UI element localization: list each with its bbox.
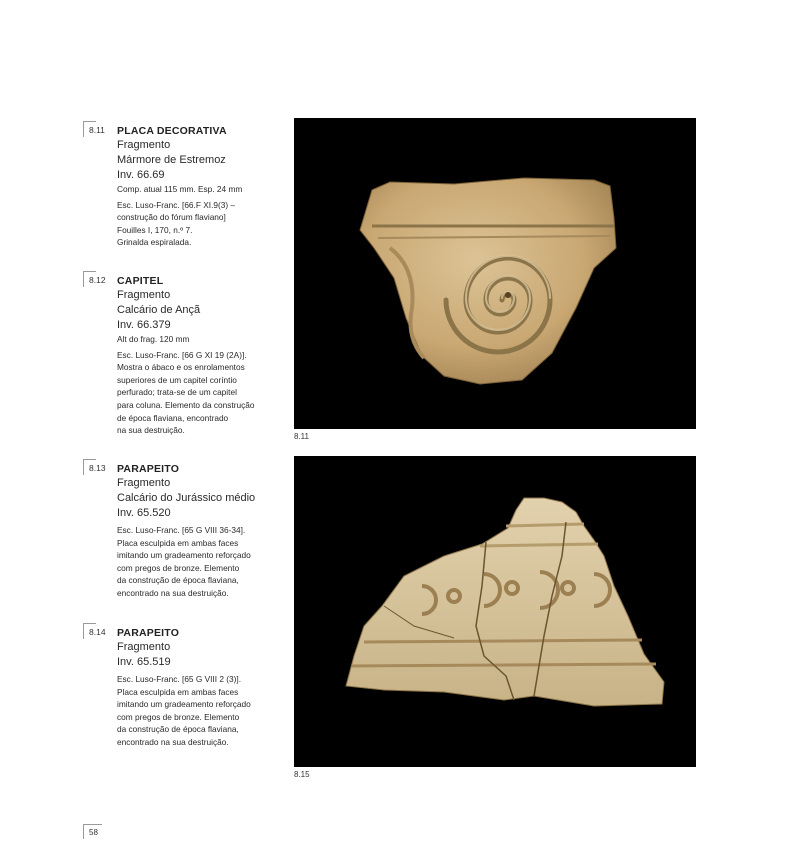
entry-detail: Placa esculpida em ambas faces [117, 686, 239, 697]
entry-8-13 [83, 459, 283, 600]
entry-number: 8.11 [89, 125, 105, 135]
entry-detail: Esc. Luso-Franc. [66 G XI 19 (2A)]. [117, 349, 247, 360]
entry-detail: encontrado na sua destruição. [117, 587, 229, 598]
photo-caption: 8.15 [294, 770, 310, 779]
entry-line: Inv. 65.519 [117, 656, 171, 668]
entry-line: Fragmento [117, 289, 171, 301]
entry-line: Inv. 66.379 [117, 319, 171, 331]
entry-title: PARAPEITO [117, 627, 180, 639]
entry-line: Inv. 66.69 [117, 169, 165, 181]
entry-number: 8.14 [89, 627, 106, 637]
entry-title: PLACA DECORATIVA [117, 125, 227, 137]
entry-detail: construção do fórum flaviano] [117, 212, 226, 223]
entry-number: 8.12 [89, 275, 106, 285]
entry-8-11 [83, 121, 283, 249]
entry-detail: imitando um gradeamento reforçado [117, 550, 251, 561]
capital-fragment-image [294, 118, 696, 429]
entry-detail: Placa esculpida em ambas faces [117, 537, 239, 548]
entry-line: Inv. 65.520 [117, 507, 171, 519]
entry-detail: Mostra o ábaco e os enrolamentos [117, 362, 245, 373]
entry-8-14 [83, 623, 283, 749]
entry-dimensions: Alt do frag. 120 mm [117, 334, 190, 344]
entry-number: 8.13 [89, 463, 106, 473]
entry-line: Mármore de Estremoz [117, 154, 226, 166]
photo-capital-fragment [294, 118, 696, 429]
entry-detail: da construção de época flaviana, [117, 575, 239, 586]
entry-detail: Esc. Luso-Franc. [65 G VIII 36-34]. [117, 525, 246, 535]
photo-caption: 8.11 [294, 432, 309, 441]
entry-title: PARAPEITO [117, 463, 180, 475]
entry-detail: Esc. Luso-Franc. [65 G VIII 2 (3)]. [117, 674, 242, 684]
page-number: 58 [89, 828, 98, 837]
parapet-fragment-image [294, 456, 696, 767]
entry-detail: encontrado na sua destruição. [117, 736, 229, 747]
entry-detail: da construção de época flaviana, [117, 724, 239, 735]
entry-detail: imitando um gradeamento reforçado [117, 699, 251, 710]
entry-8-12 [83, 271, 283, 437]
entry-detail: Grinalda espiralada. [117, 237, 192, 248]
entry-detail: Esc. Luso-Franc. [66.F XI.9(3) – [117, 199, 236, 210]
photo-parapet-fragment [294, 456, 696, 767]
entry-detail: com pregos de bronze. Elemento [117, 711, 240, 722]
entry-detail: para coluna. Elemento da construção [117, 399, 255, 410]
entry-line: Fragmento [117, 477, 171, 489]
entry-detail: perfurado; trata-se de um capitel [117, 387, 237, 398]
page-number-bracket [83, 824, 102, 839]
entry-detail: Fouilles I, 170, n.º 7. [117, 224, 193, 235]
entry-title: CAPITEL [117, 275, 164, 287]
entry-line: Calcário de Ançã [117, 304, 201, 316]
entry-dimensions: Comp. atual 115 mm. Esp. 24 mm [117, 184, 243, 194]
entry-line: Fragmento [117, 139, 171, 151]
entry-line: Calcário do Jurássico médio [117, 492, 256, 504]
entry-detail: de época flaviana, encontrado [117, 412, 229, 423]
entry-detail: superiores de um capitel coríntio [117, 374, 237, 385]
entry-detail: na sua destruição. [117, 425, 185, 436]
entry-detail: com pregos de bronze. Elemento [117, 562, 240, 573]
entry-line: Fragmento [117, 641, 171, 653]
